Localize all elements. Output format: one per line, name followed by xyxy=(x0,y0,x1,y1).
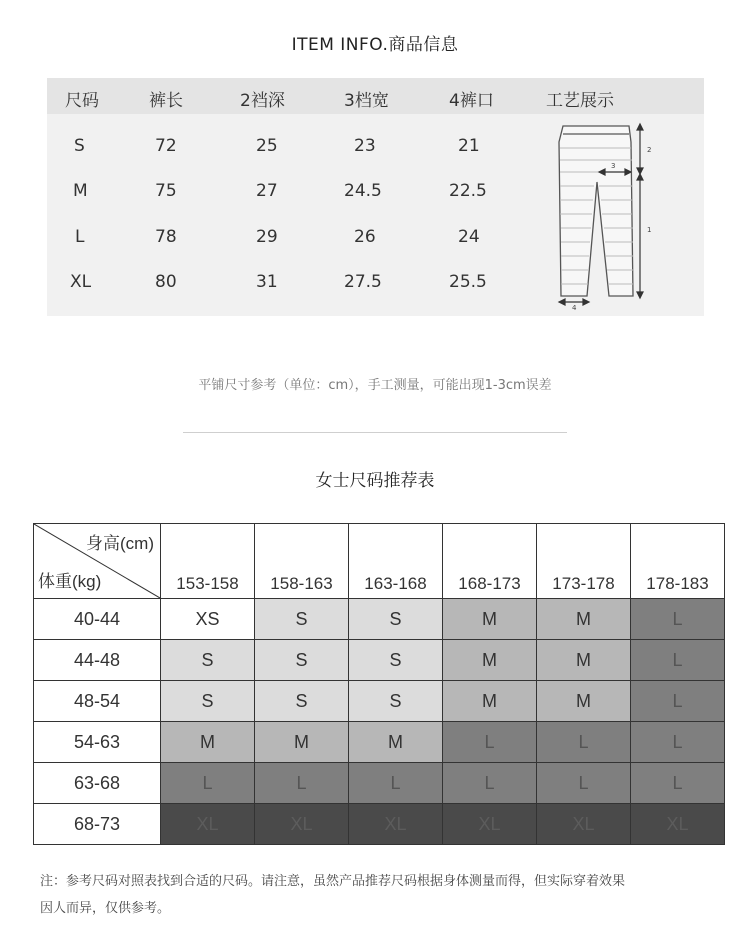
diagram-label-3: 3 xyxy=(611,162,616,170)
size-cell: L xyxy=(537,763,631,804)
size-cell: M xyxy=(255,722,349,763)
diagram-label-1: 1 xyxy=(647,226,652,234)
rec-row xyxy=(34,804,725,845)
table-cell: M xyxy=(73,181,88,201)
size-cell: S xyxy=(255,681,349,722)
rec-row xyxy=(34,599,725,640)
table-cell: 29 xyxy=(256,227,278,247)
size-cell: XL xyxy=(255,804,349,845)
diagram-label-2: 2 xyxy=(647,146,652,154)
table-cell: 24 xyxy=(458,227,480,247)
size-cell: L xyxy=(537,722,631,763)
item-info-title: ITEM INFO.商品信息 xyxy=(291,35,459,55)
size-recommendation-table xyxy=(33,523,725,845)
weight-cell: 68-73 xyxy=(34,804,161,845)
size-cell: M xyxy=(443,681,537,722)
rec-row xyxy=(34,763,725,804)
table-cell: XL xyxy=(70,272,92,292)
size-cell: S xyxy=(255,599,349,640)
measurement-note: 平铺尺寸参考（单位：cm），手工测量，可能出现1-3cm误差 xyxy=(198,378,552,393)
size-cell: XL xyxy=(443,804,537,845)
table-cell: 27 xyxy=(256,181,278,201)
table-cell: 25 xyxy=(256,136,278,156)
size-cell: XL xyxy=(537,804,631,845)
size-cell: M xyxy=(443,599,537,640)
table-cell: 21 xyxy=(458,136,480,156)
height-header: 178-183 xyxy=(631,524,725,599)
weight-cell: 48-54 xyxy=(34,681,161,722)
size-cell: M xyxy=(349,722,443,763)
size-cell: XS xyxy=(161,599,255,640)
table-cell: 25.5 xyxy=(449,272,487,292)
size-cell: L xyxy=(631,599,725,640)
weight-cell: 44-48 xyxy=(34,640,161,681)
rec-row xyxy=(34,681,725,722)
height-header: 168-173 xyxy=(443,524,537,599)
table-cell: 72 xyxy=(155,136,177,156)
height-axis-label: 身高(cm) xyxy=(86,534,154,553)
size-cell: M xyxy=(537,599,631,640)
size-cell: S xyxy=(161,681,255,722)
size-cell: XL xyxy=(161,804,255,845)
height-header: 153-158 xyxy=(161,524,255,599)
header-diagram: 工艺展示 xyxy=(546,91,614,111)
header-length: 裤长 xyxy=(149,91,183,111)
size-cell: M xyxy=(443,640,537,681)
table-cell: 80 xyxy=(155,272,177,292)
corner-cell xyxy=(34,524,161,599)
size-cell: M xyxy=(161,722,255,763)
height-header: 158-163 xyxy=(255,524,349,599)
size-cell: XL xyxy=(631,804,725,845)
size-cell: L xyxy=(443,763,537,804)
size-cell: S xyxy=(255,640,349,681)
pants-diagram-icon xyxy=(547,120,667,310)
header-rise: 2裆深 xyxy=(240,91,285,111)
table-cell: L xyxy=(75,227,85,247)
size-cell: M xyxy=(537,681,631,722)
weight-cell: 40-44 xyxy=(34,599,161,640)
weight-cell: 63-68 xyxy=(34,763,161,804)
size-cell: M xyxy=(537,640,631,681)
height-header: 173-178 xyxy=(537,524,631,599)
recommendation-title: 女士尺码推荐表 xyxy=(315,471,435,491)
footer-note-line: 注：参考尺码对照表找到合适的尺码。请注意，虽然产品推荐尺码根据身体测量而得，但实际穿着效果 xyxy=(40,874,626,889)
size-cell: L xyxy=(631,640,725,681)
weight-cell: 54-63 xyxy=(34,722,161,763)
table-cell: 31 xyxy=(256,272,278,292)
size-cell: S xyxy=(161,640,255,681)
header-thigh: 3档宽 xyxy=(344,91,389,111)
size-cell: L xyxy=(255,763,349,804)
table-cell: 78 xyxy=(155,227,177,247)
rec-header-row xyxy=(34,524,725,599)
size-cell: L xyxy=(443,722,537,763)
height-header: 163-168 xyxy=(349,524,443,599)
size-cell: L xyxy=(161,763,255,804)
table-cell: 23 xyxy=(354,136,376,156)
rec-row xyxy=(34,722,725,763)
size-cell: L xyxy=(631,722,725,763)
size-table xyxy=(47,78,704,316)
header-size: 尺码 xyxy=(65,91,99,111)
table-cell: 22.5 xyxy=(449,181,487,201)
size-cell: S xyxy=(349,681,443,722)
size-cell: L xyxy=(631,763,725,804)
size-cell: XL xyxy=(349,804,443,845)
table-cell: 24.5 xyxy=(344,181,382,201)
header-hem: 4裤口 xyxy=(449,91,494,111)
table-cell: 75 xyxy=(155,181,177,201)
table-cell: 27.5 xyxy=(344,272,382,292)
size-cell: L xyxy=(631,681,725,722)
size-table-header xyxy=(47,78,704,114)
table-cell: S xyxy=(74,136,85,156)
size-cell: S xyxy=(349,640,443,681)
weight-axis-label: 体重(kg) xyxy=(38,572,102,591)
rec-row xyxy=(34,640,725,681)
size-cell: L xyxy=(349,763,443,804)
table-cell: 26 xyxy=(354,227,376,247)
size-cell: S xyxy=(349,599,443,640)
footer-note xyxy=(40,868,730,922)
footer-note-line: 因人而异，仅供参考。 xyxy=(40,901,171,916)
diagram-label-4: 4 xyxy=(572,304,577,310)
section-divider xyxy=(183,432,567,433)
